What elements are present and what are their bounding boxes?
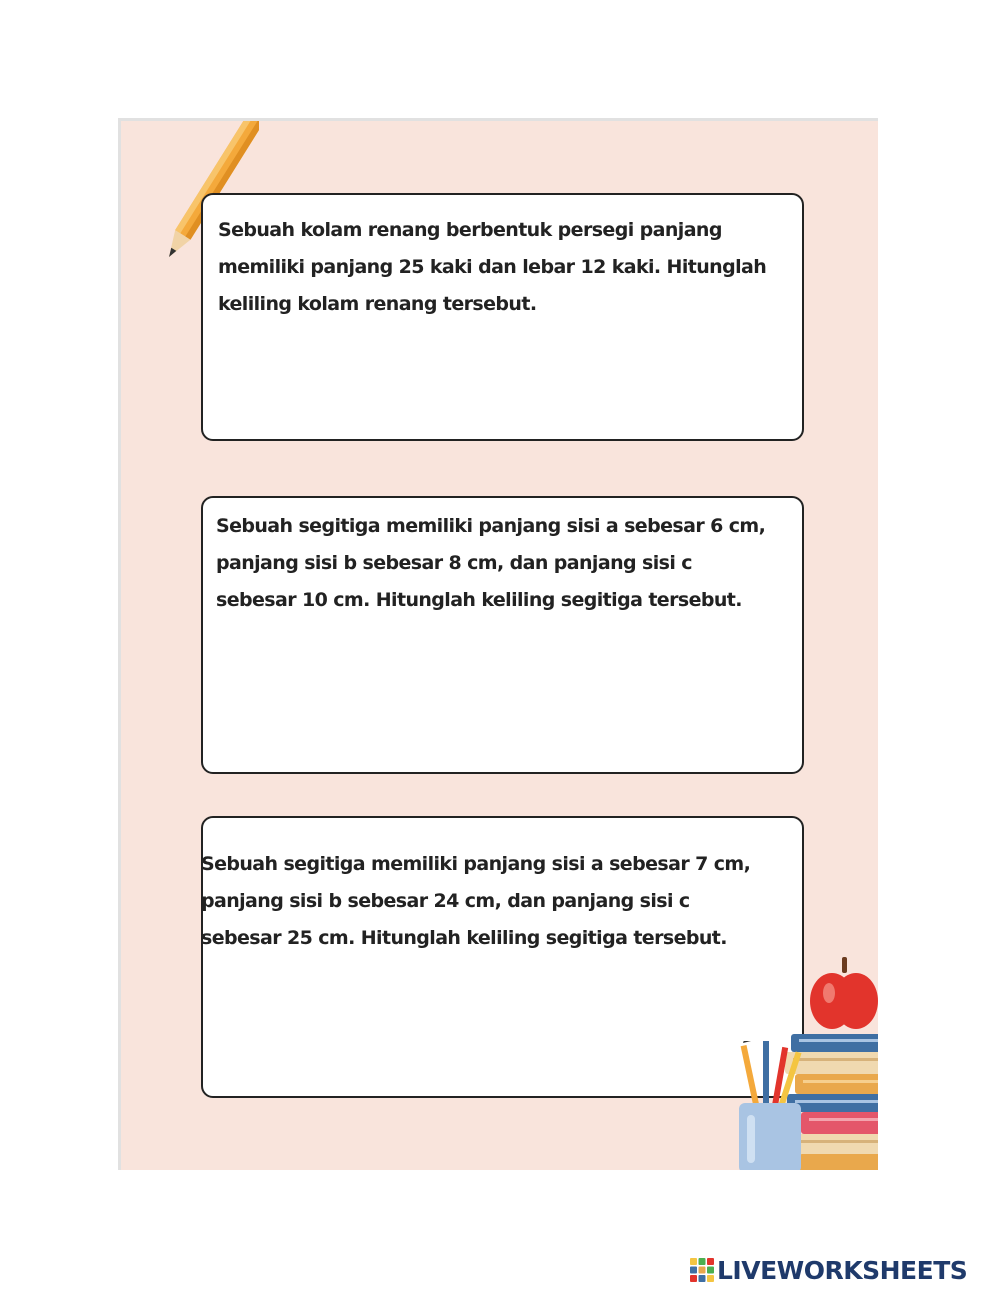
question-box-1[interactable] bbox=[201, 193, 804, 441]
brand-name: LIVEWORKSHEETS bbox=[717, 1255, 968, 1285]
question-text-3: Sebuah segitiga memiliki panjang sisi a sebesar 7 cm, panjang sisi b sebesar 24 cm, dan panjang sisi c sebesar 25 cm. Hitunglah keliling segitiga tersebut. bbox=[201, 853, 751, 949]
liveworksheets-logo-icon bbox=[690, 1258, 714, 1282]
apple-icon bbox=[809, 957, 878, 1035]
question-box-3[interactable] bbox=[201, 816, 804, 1098]
question-text-1: Sebuah kolam renang berbentuk persegi panjang memiliki panjang 25 kaki dan lebar 12 kaki. Hitunglah keliling kolam renang tersebut. bbox=[218, 219, 767, 315]
pencil-cup-icon bbox=[733, 1041, 813, 1170]
liveworksheets-logo[interactable] bbox=[690, 1253, 967, 1287]
question-box-2[interactable] bbox=[201, 496, 804, 774]
question-text-2: Sebuah segitiga memiliki panjang sisi a sebesar 6 cm, panjang sisi b sebesar 8 cm, dan panjang sisi c sebesar 10 cm. Hitunglah keliling segitiga tersebut. bbox=[216, 515, 766, 611]
worksheet-page bbox=[118, 118, 878, 1170]
